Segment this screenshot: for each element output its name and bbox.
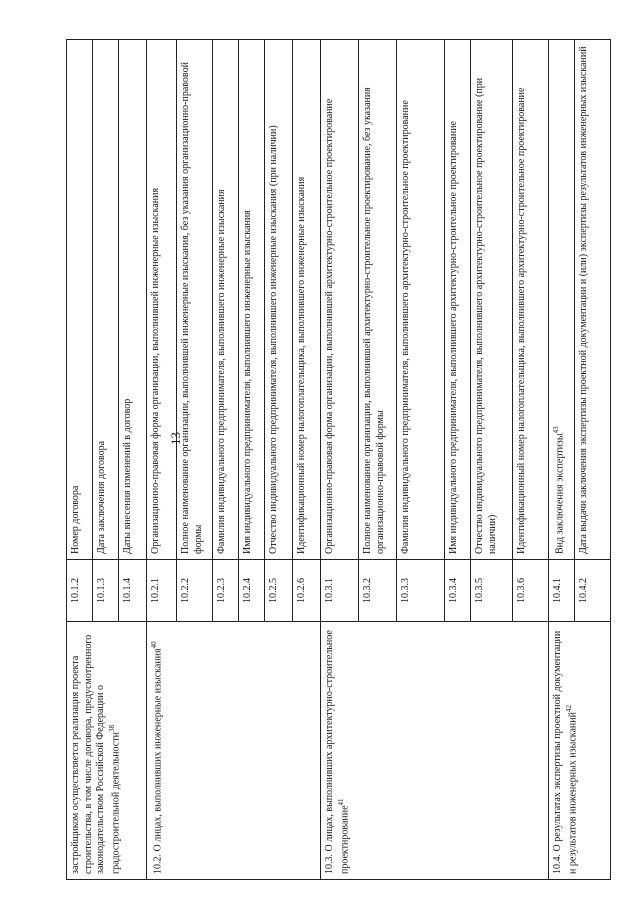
footnote-ref: 38 [107,725,116,733]
row-code: 10.1.2 [67,560,93,622]
rotated-page [66,40,628,880]
footnote-ref: 41 [336,798,345,806]
page-number: 13 [168,432,183,445]
row-field: Отчество индивидуального предпринимателя, выполнившего инженерные изыскания (при наличии) [265,40,293,560]
row-code: 10.2.4 [239,560,265,622]
section-text: 10.4. О результатах экспертизы проектной документации и результатов инженерных изысканий [552,630,578,874]
row-field: Фамилия индивидуального предпринимателя, выполнившего инженерные изыскания [213,40,239,560]
table-row [67,40,93,880]
row-field: Организационно-правовая форма организации, выполнившей архитектурно-строительное проектирование [321,40,359,560]
table-row [147,40,177,880]
section-text: 10.3. О лицах, выполнивших архитектурно-строительное проектирование [324,630,350,874]
row-code: 10.2.5 [265,560,293,622]
row-code: 10.4.2 [575,560,611,622]
row-code: 10.2.6 [293,560,321,622]
row-field: Дата выдачи заключения экспертизы проектной документации и (или) экспертизы результатов инженерных изысканий [575,40,611,560]
row-field: Даты внесения изменений в договор [119,40,147,560]
row-field: Полное наименование организации, выполнившей архитектурно-строительное проектирование, без указания организационно-правовой формы [359,40,397,560]
row-code: 10.2.3 [213,560,239,622]
row-field [549,40,575,560]
table-row [321,40,359,880]
row-field: Фамилия индивидуального предпринимателя, выполнившего архитектурно-строительное проектирование [397,40,445,560]
section-text: застройщиком осуществляется реализация проекта строительства, в том числе договора, предусмотренного законодательством Российской Федерации о градостроительной деятельности [70,634,121,874]
row-code: 10.1.4 [119,560,147,622]
row-field: Организационно-правовая форма организации, выполнившей инженерные изыскания [147,40,177,560]
section-cell-10-1 [67,622,147,880]
row-code: 10.3.4 [445,560,471,622]
row-code: 10.1.3 [93,560,119,622]
row-code: 10.4.1 [549,560,575,622]
row-field: Дата заключения договора [93,40,119,560]
section-text: 10.2. О лицах, выполнивших инженерные изыскания [152,648,164,874]
table-row [549,40,575,880]
row-field: Полное наименование организации, выполнившей инженерные изыскания, без указания организационно-правовой формы [177,40,213,560]
row-code: 10.3.1 [321,560,359,622]
section-cell-10-4 [549,622,611,880]
row-field: Отчество индивидуального предпринимателя, выполнившего архитектурно-строительное проектирование (при наличии) [471,40,513,560]
section-cell-10-2 [147,622,321,880]
footnote-ref: 43 [552,426,560,434]
row-field: Идентификационный номер налогоплательщика, выполнившего архитектурно-строительное проектирование [513,40,549,560]
footnote-ref: 40 [150,641,158,649]
row-code: 10.3.3 [397,560,445,622]
row-field: Имя индивидуального предпринимателя, выполнившего инженерные изыскания [239,40,265,560]
row-code: 10.2.1 [147,560,177,622]
row-field: Идентификационный номер налогоплательщика, выполнившего инженерные изыскания [293,40,321,560]
footnote-ref: 42 [564,705,573,713]
row-code: 10.3.5 [471,560,513,622]
row-field-text: Вид заключения экспертизы [554,433,566,554]
row-code: 10.2.2 [177,560,213,622]
row-field: Номер договора [67,40,93,560]
row-code: 10.3.6 [513,560,549,622]
row-code: 10.3.2 [359,560,397,622]
row-field: Имя индивидуального предпринимателя, выполнившего архитектурно-строительное проектирование [445,40,471,560]
section-cell-10-3 [321,622,549,880]
disclosure-table [66,39,611,880]
